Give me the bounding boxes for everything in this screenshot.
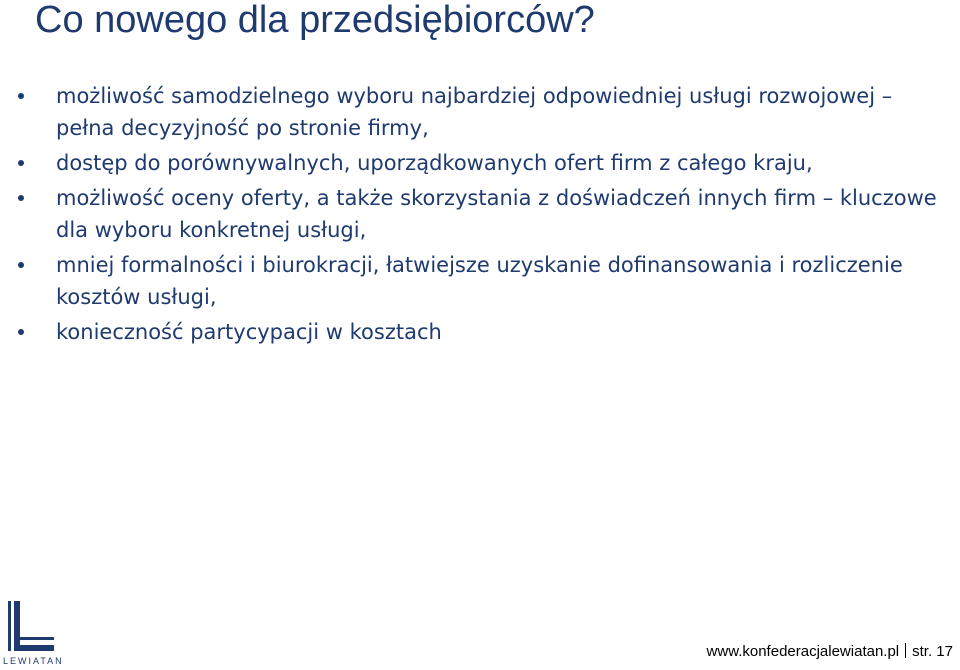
bullet-item [56, 249, 941, 313]
bullet-dot-icon [18, 195, 24, 201]
bullet-text: możliwość oceny oferty, a także skorzystania z doświadczeń innych firm – kluczowe dla wyboru konkretnej usługi, [56, 186, 937, 242]
slide-title: Co nowego dla przedsiębiorców? [35, 0, 595, 41]
bullet-item [56, 182, 941, 246]
bullet-text: możliwość samodzielnego wyboru najbardziej odpowiedniej usługi rozwojowej – pełna decyzyjność po stronie firmy, [56, 84, 893, 140]
bullet-dot-icon [18, 160, 24, 166]
bullet-dot-icon [18, 329, 24, 335]
footer-url[interactable]: www.konfederacjalewiatan.pl [706, 643, 900, 660]
footer [707, 643, 953, 660]
bullet-item [56, 80, 941, 144]
logo-text: LEWIATAN [3, 656, 64, 666]
bullet-item [56, 316, 941, 348]
bullet-text: mniej formalności i biurokracji, łatwiejsze uzyskanie dofinansowania i rozliczenie kosztów usługi, [56, 253, 903, 309]
page-number: str. 17 [912, 643, 953, 660]
bullet-dot-icon [18, 262, 24, 268]
bullet-item [56, 147, 941, 179]
bullet-list [56, 80, 941, 351]
bullet-dot-icon [18, 93, 24, 99]
footer-separator [905, 643, 906, 658]
bullet-text: dostęp do porównywalnych, uporządkowanych ofert firm z całego kraju, [56, 151, 813, 175]
bullet-text: konieczność partycypacji w kosztach [56, 320, 442, 344]
